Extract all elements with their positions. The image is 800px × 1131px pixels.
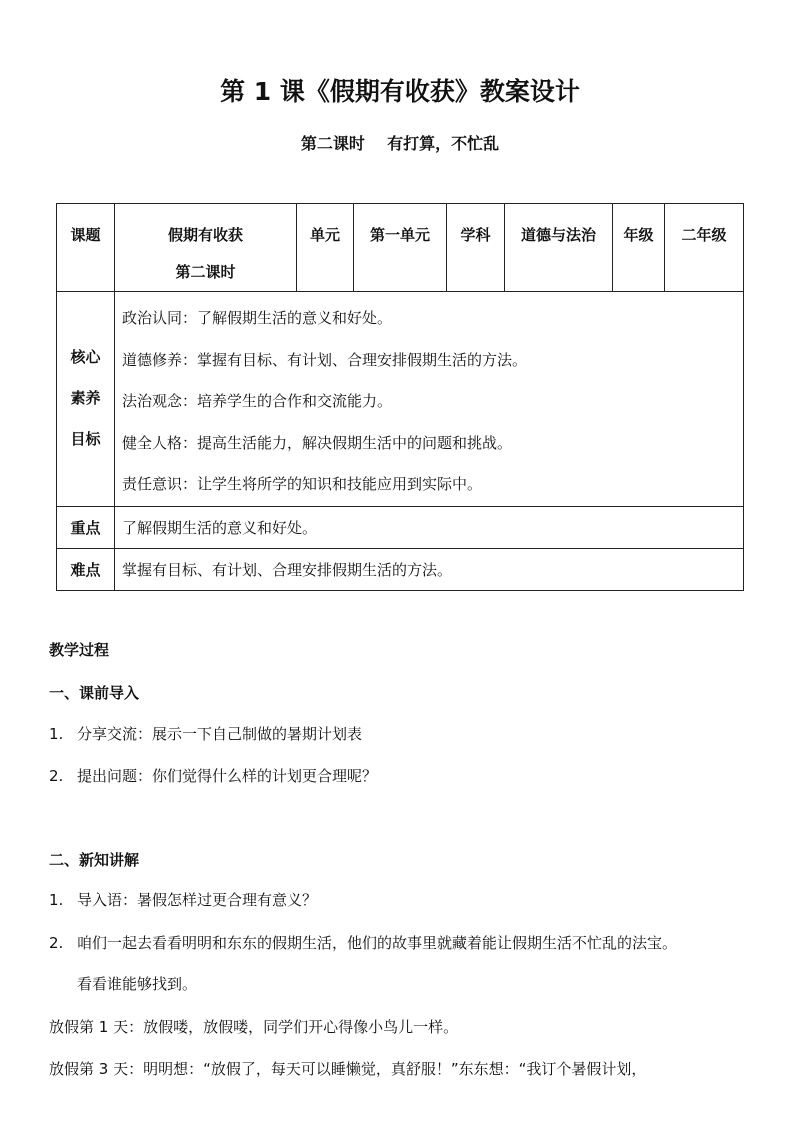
difficult-point-label: 难点: [57, 548, 115, 590]
topic-label-cell: 课题: [57, 204, 115, 292]
topic-line2: 第二课时: [175, 263, 236, 281]
table-row-difficult-point: [57, 548, 744, 590]
unit-value-cell: 第一单元: [354, 204, 447, 292]
difficult-point-value: 掌握有目标、有计划、合理安排假期生活的方法。: [115, 548, 744, 590]
list-item: 1. 分享交流：展示一下自己制做的暑期计划表: [49, 725, 363, 743]
table-row-key-point: [57, 506, 744, 548]
lesson-info-table: [56, 203, 744, 591]
document-subtitle: 第二课时 有打算，不忙乱: [300, 134, 500, 153]
key-point-label: 重点: [57, 506, 115, 548]
teaching-process-heading: 教学过程: [49, 641, 110, 659]
paragraph: 放假第 1 天：放假喽，放假喽，同学们开心得像小鸟儿一样。: [49, 1018, 459, 1036]
list-item: 2. 咱们一起去看看明明和东东的假期生活，他们的故事里就藏着能让假期生活不忙乱的法宝。: [49, 934, 678, 952]
part2-heading: 二、新知讲解: [49, 851, 140, 869]
topic-line1: 假期有收获: [167, 226, 243, 244]
core-goal-item: 政治认同：了解假期生活的意义和好处。: [122, 309, 393, 327]
core-goal-item: 法治观念：培养学生的合作和交流能力。: [122, 392, 393, 410]
core-goal-item: 责任意识：让学生将所学的知识和技能应用到实际中。: [122, 475, 483, 493]
document-title: 第 1 课《假期有收获》教案设计: [220, 77, 580, 106]
core-goal-item: 健全人格：提高生活能力，解决假期生活中的问题和挑战。: [122, 433, 513, 452]
topic-value-cell: [115, 204, 297, 292]
core-goal-item: 道德修养：掌握有目标、有计划、合理安排假期生活的方法。: [122, 350, 528, 369]
core-goals-list-cell: [115, 292, 744, 507]
list-item-continuation: 看看谁能够找到。: [77, 975, 198, 993]
key-point-value: 了解假期生活的意义和好处。: [115, 506, 744, 548]
grade-value-cell: 二年级: [665, 204, 744, 292]
paragraph: 放假第 3 天：明明想：“放假了，每天可以睡懒觉，真舒服！”东东想：“我订个暑假计划，: [49, 1060, 647, 1078]
subject-label-cell: 学科: [447, 204, 505, 292]
unit-label-cell: 单元: [297, 204, 354, 292]
core-goals-label-cell: 核心 素养 目标: [57, 292, 115, 507]
subject-value-cell: 道德与法治: [505, 204, 613, 292]
table-row-header: [57, 204, 744, 292]
part1-heading: 一、课前导入: [49, 684, 140, 702]
list-item: 2. 提出问题：你们觉得什么样的计划更合理呢？: [49, 767, 378, 785]
table-row-core-goals: [57, 292, 744, 507]
grade-label-cell: 年级: [613, 204, 665, 292]
list-item: 1. 导入语：暑假怎样过更合理有意义？: [49, 891, 318, 909]
